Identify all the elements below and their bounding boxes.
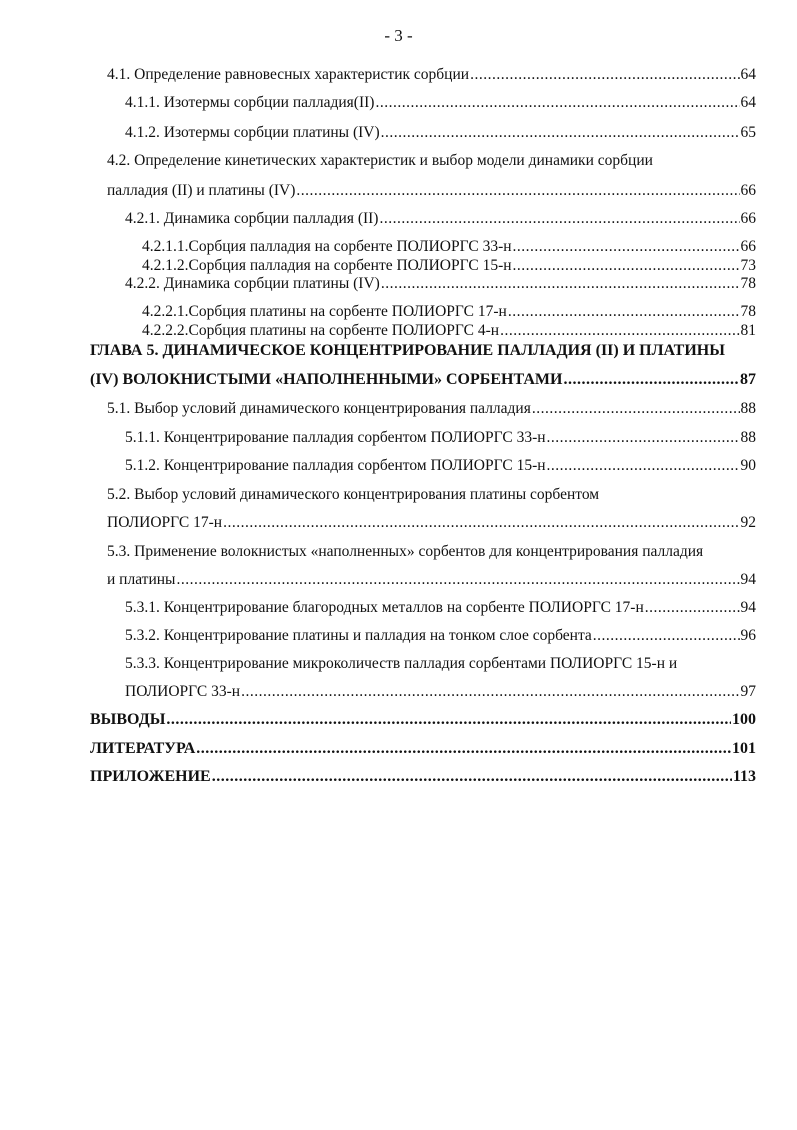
leader-dots <box>470 64 739 86</box>
toc-entry-page: 64 <box>740 94 756 111</box>
toc-entry-5-3[interactable] <box>107 569 756 591</box>
toc-entry-page: 88 <box>740 400 756 417</box>
toc-entry-4-1-2[interactable] <box>125 122 756 144</box>
toc-entry-5-3-line1[interactable]: 5.3. Применение волокнистых «наполненных» сорбентов для концентрирования палладия <box>107 543 704 560</box>
toc-references[interactable] <box>90 738 756 760</box>
toc-entry-page: 87 <box>740 371 756 388</box>
page-number: - 3 - <box>384 26 413 45</box>
toc-entry-page: 78 <box>740 275 756 292</box>
toc-entry-label: и платины <box>107 571 176 588</box>
toc-entry-label: (IV) ВОЛОКНИСТЫМИ «НАПОЛНЕННЫМИ» СОРБЕНТАМИ <box>90 371 563 388</box>
leader-dots <box>532 398 740 420</box>
toc-chapter-5-line1[interactable]: ГЛАВА 5. ДИНАМИЧЕСКОЕ КОНЦЕНТРИРОВАНИЕ ПАЛЛАДИЯ (II) И ПЛАТИНЫ <box>90 342 725 359</box>
leader-dots <box>241 681 739 703</box>
toc-entry-label: 5.3.1. Концентрирование благородных металлов на сорбенте ПОЛИОРГС 17-н <box>125 599 644 616</box>
toc-entry-page: 101 <box>732 740 756 757</box>
leader-dots <box>563 369 739 391</box>
toc-entry-label: 4.2.2. Динамика сорбции платины (IV) <box>125 275 380 292</box>
toc-conclusions[interactable] <box>90 709 756 731</box>
toc-entry-5-1[interactable] <box>107 398 756 420</box>
toc-entry-page: 81 <box>740 322 756 339</box>
toc-entry-4-2-1[interactable] <box>125 208 756 230</box>
toc-entry-page: 64 <box>740 66 756 83</box>
toc-entry-page: 66 <box>740 210 756 227</box>
toc-entry-page: 66 <box>740 182 756 199</box>
leader-dots <box>176 569 739 591</box>
toc-entry-label: ЛИТЕРАТУРА <box>90 740 196 757</box>
toc-entry-label: 4.1.1. Изотермы сорбции палладия(II) <box>125 94 375 111</box>
toc-chapter-5[interactable] <box>90 369 756 391</box>
leader-dots <box>196 738 731 760</box>
toc-entry-4-1-1[interactable] <box>125 92 756 114</box>
toc-entry-page: 94 <box>740 599 756 616</box>
toc-entry-label: 4.2.1. Динамика сорбции палладия (II) <box>125 210 379 227</box>
toc-entry-label: палладия (II) и платины (IV) <box>107 182 296 199</box>
toc-entry-label: 4.1. Определение равновесных характеристик сорбции <box>107 66 470 83</box>
toc-entry-page: 92 <box>740 514 756 531</box>
toc-entry-label: 4.2.1.1.Сорбция палладия на сорбенте ПОЛИОРГС 33-н <box>142 238 512 255</box>
leader-dots <box>375 92 739 114</box>
toc-entry-label: 4.2.2.1.Сорбция платины на сорбенте ПОЛИОРГС 17-н <box>142 303 507 320</box>
leader-dots <box>381 273 740 295</box>
toc-entry-4-2-line1[interactable]: 4.2. Определение кинетических характеристик и выбор модели динамики сорбции <box>107 152 653 169</box>
toc-entry-5-3-3-line1[interactable]: 5.3.3. Концентрирование микроколичеств палладия сорбентами ПОЛИОРГС 15-н и <box>125 655 678 672</box>
leader-dots <box>166 709 731 731</box>
toc-entry-5-3-3[interactable] <box>125 681 756 703</box>
toc-entry-label: 5.1.2. Концентрирование палладия сорбентом ПОЛИОРГС 15-н <box>125 457 546 474</box>
leader-dots <box>500 320 739 342</box>
toc-entry-label: 5.1. Выбор условий динамического концентрирования палладия <box>107 400 531 417</box>
toc-entry-page: 96 <box>740 627 756 644</box>
toc-entry-page: 65 <box>740 124 756 141</box>
toc-entry-label: 4.2.2.2.Сорбция платины на сорбенте ПОЛИОРГС 4-н <box>142 322 500 339</box>
toc-entry-label: 5.1.1. Концентрирование палладия сорбентом ПОЛИОРГС 33-н <box>125 429 546 446</box>
toc-entry-page: 88 <box>740 429 756 446</box>
toc-entry-page: 90 <box>740 457 756 474</box>
toc-entry-label: ВЫВОДЫ <box>90 711 166 728</box>
toc-entry-4-2-2[interactable] <box>125 273 756 295</box>
toc-appendix[interactable] <box>90 766 756 788</box>
toc-entry-label: 4.1.2. Изотермы сорбции платины (IV) <box>125 124 380 141</box>
toc-entry-label: ПОЛИОРГС 17-н <box>107 514 223 531</box>
toc-entry-page: 78 <box>740 303 756 320</box>
toc-entry-4-2-2-2[interactable] <box>142 320 756 342</box>
leader-dots <box>223 512 739 534</box>
leader-dots <box>547 455 740 477</box>
toc-entry-page: 94 <box>740 571 756 588</box>
toc-entry-page: 73 <box>740 257 756 274</box>
leader-dots <box>379 208 739 230</box>
leader-dots <box>296 180 739 202</box>
toc-entry-page: 97 <box>740 683 756 700</box>
leader-dots <box>645 597 740 619</box>
toc-entry-page: 66 <box>740 238 756 255</box>
leader-dots <box>381 122 740 144</box>
toc-entry-label: ПОЛИОРГС 33-н <box>125 683 241 700</box>
toc-entry-4-2[interactable] <box>107 180 756 202</box>
toc-entry-5-1-1[interactable] <box>125 427 756 449</box>
toc-entry-label: 5.3.2. Концентрирование платины и палладия на тонком слое сорбента <box>125 627 592 644</box>
leader-dots <box>547 427 740 449</box>
leader-dots <box>593 625 740 647</box>
toc-entry-5-3-1[interactable] <box>125 597 756 619</box>
toc-entry-page: 113 <box>732 768 756 785</box>
toc-entry-page: 100 <box>732 711 756 728</box>
toc-entry-5-2[interactable] <box>107 512 756 534</box>
leader-dots <box>212 766 732 788</box>
toc-entry-label: 4.2.1.2.Сорбция палладия на сорбенте ПОЛИОРГС 15-н <box>142 257 512 274</box>
toc-entry-5-1-2[interactable] <box>125 455 756 477</box>
toc-entry-5-2-line1[interactable]: 5.2. Выбор условий динамического концентрирования платины сорбентом <box>107 486 600 503</box>
toc-entry-5-3-2[interactable] <box>125 625 756 647</box>
toc-entry-4-1[interactable] <box>107 64 756 86</box>
toc-entry-label: ПРИЛОЖЕНИЕ <box>90 768 211 785</box>
